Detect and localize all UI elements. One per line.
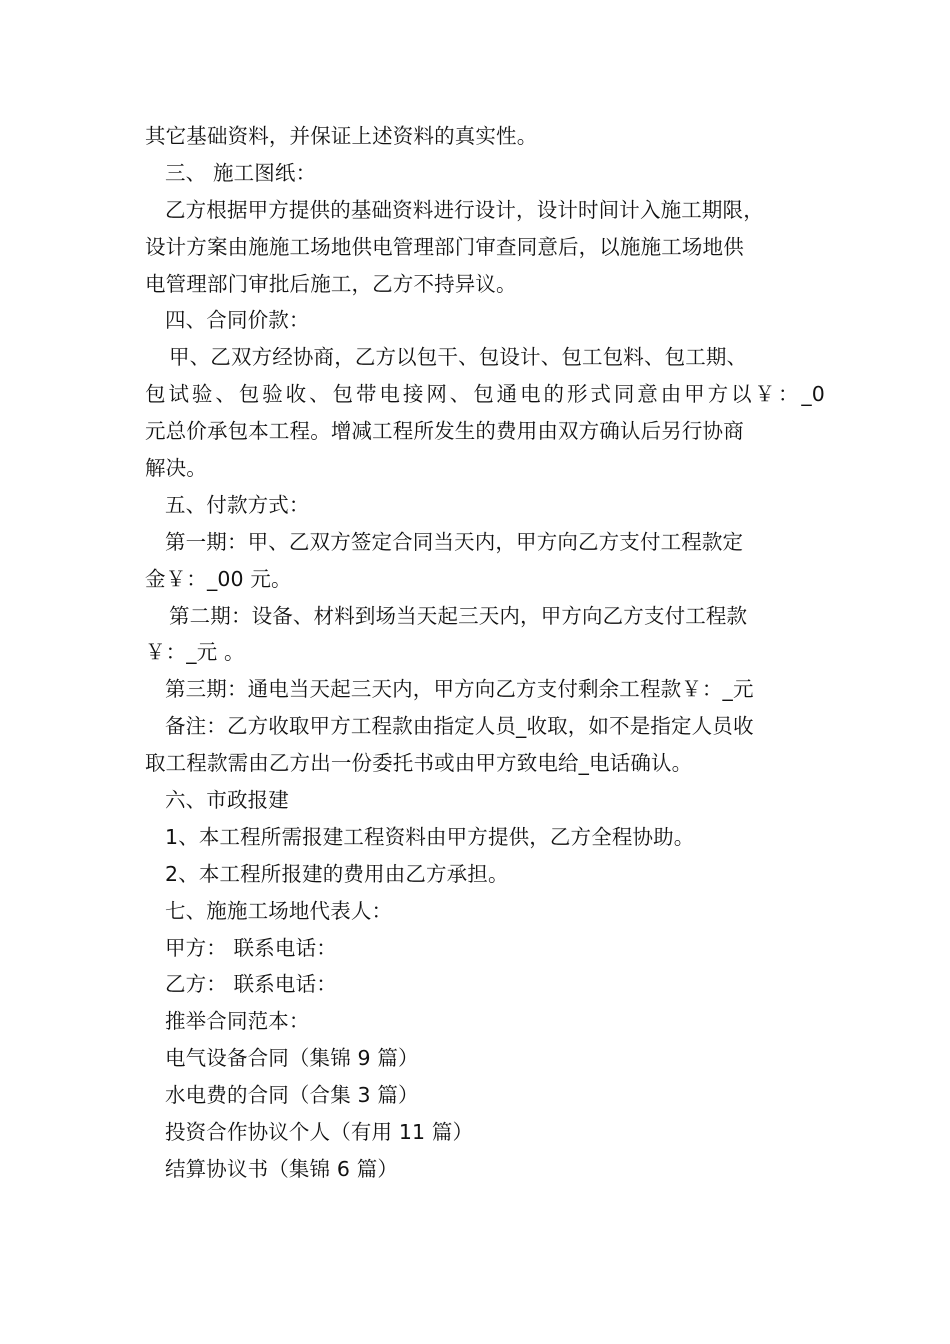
body-line: 第二期：设备、材料到场当天起三天内，甲方向乙方支付工程款 — [169, 603, 748, 628]
party-a-contact-line: 甲方： 联系电话： — [165, 935, 337, 960]
body-line: 电管理部门审批后施工，乙方不持异议。 — [145, 271, 517, 296]
section-heading-representative: 七、施施工场地代表人： — [165, 898, 393, 923]
recommended-template-item: 水电费的合同（合集 3 篇） — [165, 1083, 419, 1108]
body-line: ￥：_元 。 — [145, 640, 245, 665]
body-line: 第一期：甲、乙双方签定合同当天内，甲方向乙方支付工程款定 — [165, 529, 744, 554]
body-line: 乙方根据甲方提供的基础资料进行设计，设计时间计入施工期限， — [165, 197, 764, 222]
body-line: 金￥：_00 元。 — [145, 566, 292, 591]
section-heading-price: 四、合同价款： — [165, 308, 310, 333]
body-line: 备注：乙方收取甲方工程款由指定人员_收取，如不是指定人员收 — [165, 714, 754, 739]
body-line: 甲、乙双方经协商，乙方以包干、包设计、包工包料、包工期、 — [169, 345, 748, 370]
body-line: 第三期：通电当天起三天内，甲方向乙方支付剩余工程款￥：_元 — [165, 677, 754, 702]
body-line: 其它基础资料，并保证上述资料的真实性。 — [145, 124, 538, 148]
body-line: 解决。 — [145, 456, 207, 481]
body-line: 取工程款需由乙方出一份委托书或由甲方致电给_电话确认。 — [145, 751, 693, 776]
body-line: 2、本工程所报建的费用由乙方承担。 — [165, 861, 509, 886]
body-line: 包试验、包验收、包带电接网、包通电的形式同意由甲方以￥：_0 — [145, 382, 825, 407]
section-heading-municipal: 六、市政报建 — [165, 788, 289, 813]
contract-text-body — [145, 118, 825, 1188]
body-line: 元总价承包本工程。增减工程所发生的费用由双方确认后另行协商 — [145, 419, 744, 444]
recommended-template-item: 电气设备合同（集锦 9 篇） — [165, 1046, 419, 1071]
section-heading-payment: 五、付款方式： — [165, 492, 310, 517]
party-b-contact-line: 乙方： 联系电话： — [165, 972, 337, 997]
body-line: 设计方案由施施工场地供电管理部门审查同意后，以施施工场地供 — [145, 234, 744, 259]
recommended-template-item: 结算协议书（集锦 6 篇） — [165, 1156, 399, 1181]
section-heading-drawings: 三、 施工图纸： — [165, 160, 317, 185]
body-line: 1、本工程所需报建工程资料由甲方提供，乙方全程协助。 — [165, 824, 695, 849]
recommended-templates-heading: 推举合同范本： — [165, 1009, 310, 1034]
recommended-template-item: 投资合作协议个人（有用 11 篇） — [165, 1120, 474, 1145]
